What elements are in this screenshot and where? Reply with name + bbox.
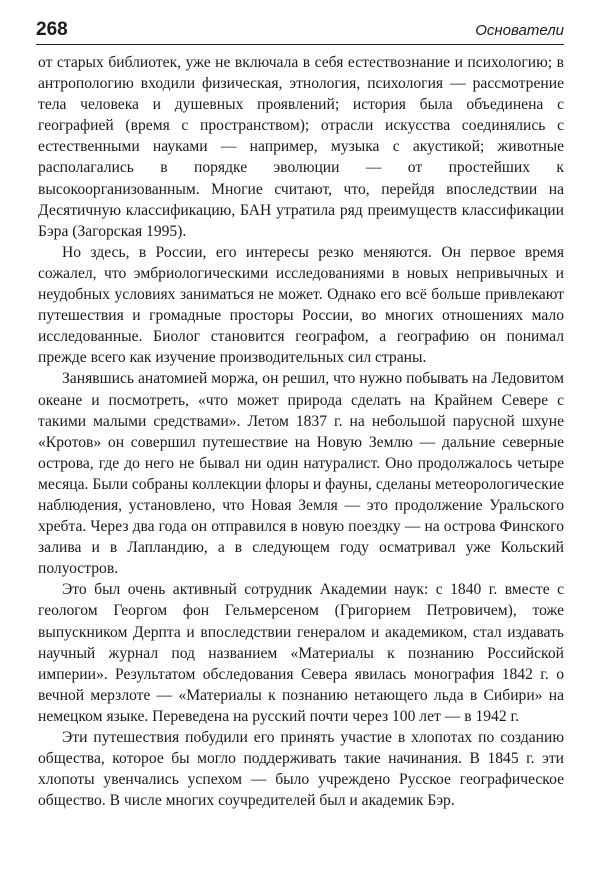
paragraph-continuation: от старых библиотек, уже не включала в себя естествознание и психологию; в антропологию входили физическая, этнология, психология — рассмотрение тела человека и душевных проявлений; история была объединена с географией (время с пространством); отрасли искусства соединялись с естественными науками — например, музыка с акустикой; животные располагались в порядке эволюции — от простейших к высокоорганизованным. Многие считают, что, перейдя впоследствии на Десятичную классификацию, БАН утратила ряд преимуществ классификации Бэра (Загорская 1995). [38,54,564,240]
paragraph: Эти путешествия побудили его принять участие в хлопотах по созданию общества, которое бы могло поддерживать такие начинания. В 1845 г. эти хлопоты увенчались успехом — было учреждено Русское географическое общество. В числе многих соучредителей был и академик Бэр. [38,729,564,810]
paragraph: Занявшись анатомией моржа, он решил, что нужно побывать на Ледовитом океане и посмотреть, «что может природа сделать на Крайнем Севере с такими малыми средствами». Летом 1837 г. на небольшой парусной шхуне «Кротов» он совершил путешествие на Новую Землю — дальние северные острова, где до него не бывал ни один натуралист. Оно продолжалось четыре месяца. Были собраны коллекции флоры и фауны, сделаны метеорологические наблюдения, установлено, что Новая Земля — это продолжение Уральского хребта. Через два года он отправился в новую поездку — на острова Финского залива и в Лапландию, а в следующем году осматривал уже Кольский полуостров. [38,370,564,578]
running-header [36,14,564,45]
running-title: Основатели [475,22,564,39]
body-text [38,52,564,811]
paragraph: Но здесь, в России, его интересы резко меняются. Он первое время сожалел, что эмбриологическими исследованиями в новых непривычных и неудобных условиях заниматься не может. Однако его всё больше привлекают путешествия и громадные просторы России, во многих отношениях мало исследованные. Биолог становится географом, а географию он понимал прежде всего как изучение производительных сил страны. [38,243,564,367]
paragraph: Это был очень активный сотрудник Академии наук: с 1840 г. вместе с геологом Георгом фон Гельмерсеном (Григорием Петровичем), тоже выпускником Дерпта и впоследствии генералом и академиком, стал издавать научный журнал под названием «Материалы к познанию Российской империи». Результатом обследования Севера явилась монография 1842 г. о вечной мерзлоте — «Материалы к познанию нетающего льда в Сибири» на немецком языке. Переведена на русский почти через 100 лет — в 1942 г. [38,581,564,725]
page-number: 268 [36,19,68,40]
